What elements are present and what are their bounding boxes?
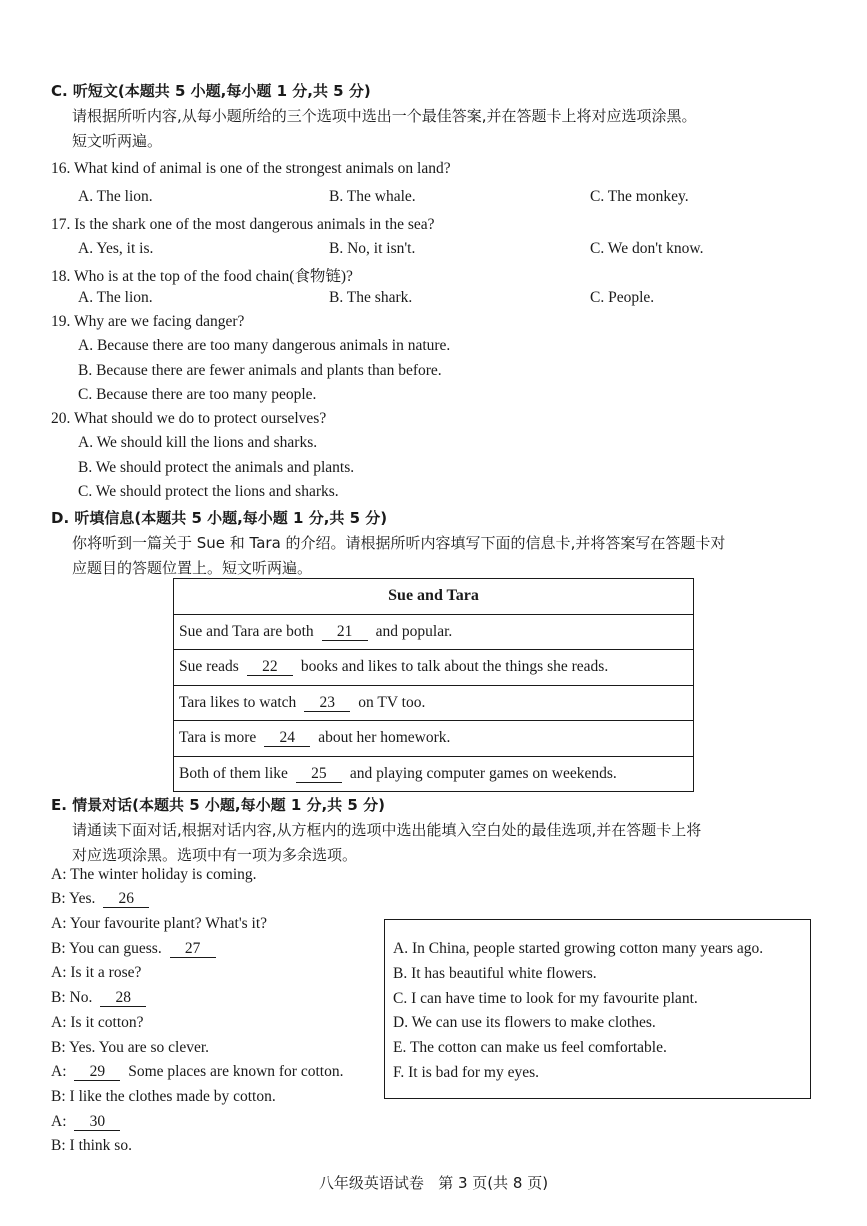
speaker-label: B:: [51, 1137, 66, 1154]
question-17-stem: 17. Is the shark one of the most dangerous animals in the sea?: [51, 216, 435, 233]
row-text-after: and playing computer games on weekends.: [349, 764, 617, 782]
page-footer: 八年级英语试卷 第 3 页(共 8 页): [318, 1174, 549, 1192]
row-text-before: Both of them like: [179, 764, 288, 782]
speaker-label: A:: [51, 866, 67, 883]
question-16-option-a: A. The lion.: [78, 188, 153, 205]
option-f: F. It is bad for my eyes.: [393, 1064, 539, 1081]
dialogue-line: [51, 915, 267, 933]
dialogue-text: I like the clothes made by cotton.: [69, 1088, 276, 1105]
option-c: C. I can have time to look for my favourite plant.: [393, 990, 698, 1007]
speaker-label: A:: [51, 964, 67, 981]
row-text-after: on TV too.: [358, 693, 426, 711]
question-16-stem: 16. What kind of animal is one of the strongest animals on land?: [51, 160, 451, 177]
question-17-option-b: B. No, it isn't.: [329, 240, 416, 257]
question-16-option-c: C. The monkey.: [590, 188, 689, 205]
dialogue-line: [51, 866, 257, 884]
speaker-label: B:: [51, 890, 66, 907]
dialogue-text: The winter holiday is coming.: [70, 866, 257, 883]
question-19-option-c: C. Because there are too many people.: [78, 386, 317, 403]
dialogue-text: Your favourite plant? What's it?: [69, 915, 268, 932]
answer-blank-23[interactable]: 23: [304, 694, 350, 712]
dialogue-line: [51, 940, 220, 958]
question-20-stem: 20. What should we do to protect ourselves?: [51, 410, 327, 427]
section-e-heading: E. 情景对话(本题共 5 小题,每小题 1 分,共 5 分): [51, 796, 385, 814]
speaker-label: A:: [51, 1063, 67, 1080]
section-c-heading: C. 听短文(本题共 5 小题,每小题 1 分,共 5 分): [51, 82, 371, 100]
dialogue-line: [51, 1014, 144, 1032]
row-text-after: and popular.: [375, 622, 453, 640]
question-19-option-a: A. Because there are too many dangerous animals in nature.: [78, 337, 451, 354]
answer-blank-26[interactable]: 26: [103, 890, 149, 908]
dialogue-text: You can guess.: [68, 940, 162, 957]
question-20-option-b: B. We should protect the animals and plants.: [78, 459, 355, 476]
question-16-option-b: B. The whale.: [329, 188, 416, 205]
section-d-heading: D. 听填信息(本题共 5 小题,每小题 1 分,共 5 分): [51, 509, 388, 527]
answer-blank-24[interactable]: 24: [264, 729, 310, 747]
answer-blank-22[interactable]: 22: [247, 658, 293, 676]
answer-blank-25[interactable]: 25: [296, 765, 342, 783]
option-b: B. It has beautiful white flowers.: [393, 965, 597, 982]
dialogue-text: No.: [69, 989, 93, 1006]
info-card-row: [174, 756, 693, 792]
dialogue-line: [51, 1113, 124, 1131]
speaker-label: B:: [51, 1039, 66, 1056]
question-20-option-c: C. We should protect the lions and sharks.: [78, 483, 339, 500]
row-text-after: about her homework.: [318, 729, 451, 747]
answer-blank-29[interactable]: 29: [74, 1063, 120, 1081]
dialogue-text: Some places are known for cotton.: [128, 1063, 344, 1080]
row-text-before: Tara likes to watch: [179, 693, 297, 711]
dialogue-text: Yes.: [68, 890, 96, 907]
question-17-option-a: A. Yes, it is.: [78, 240, 154, 257]
section-c-instruction-cont: 短文听两遍。: [72, 132, 163, 150]
question-18-option-a: A. The lion.: [78, 289, 153, 306]
dialogue-text: Is it cotton?: [70, 1014, 144, 1031]
question-18-option-c: C. People.: [590, 289, 655, 306]
dialogue-text: I think so.: [69, 1137, 132, 1154]
dialogue-text: Yes. You are so clever.: [68, 1039, 210, 1056]
question-19-stem: 19. Why are we facing danger?: [51, 313, 245, 330]
section-e-instruction-cont: 对应选项涂黑。选项中有一项为多余选项。: [72, 846, 358, 864]
info-card-row: [174, 649, 693, 685]
speaker-label: A:: [51, 1113, 67, 1130]
info-card-row: [174, 685, 693, 721]
option-a: A. In China, people started growing cotton many years ago.: [393, 940, 764, 957]
speaker-label: B:: [51, 989, 66, 1006]
section-c-instruction: 请根据所听内容,从每小题所给的三个选项中选出一个最佳答案,并在答题卡上将对应选项涂黑。: [72, 107, 697, 125]
option-d: D. We can use its flowers to make clothes.: [393, 1014, 656, 1031]
dialogue-line: [51, 890, 153, 908]
row-text-after: books and likes to talk about the things she reads.: [300, 658, 609, 676]
info-card-row: [174, 720, 693, 756]
dialogue-line: [51, 989, 150, 1007]
dialogue-line: [51, 1088, 276, 1106]
info-card-title: Sue and Tara: [388, 587, 479, 605]
speaker-label: A:: [51, 1014, 67, 1031]
answer-blank-30[interactable]: 30: [74, 1113, 120, 1131]
speaker-label: A:: [51, 915, 67, 932]
question-20-option-a: A. We should kill the lions and sharks.: [78, 434, 318, 451]
dialogue-line: [51, 1063, 343, 1081]
section-e-instruction: 请通读下面对话,根据对话内容,从方框内的选项中选出能填入空白处的最佳选项,并在答题卡上将: [72, 821, 702, 839]
section-d-instruction-cont: 应题目的答题位置上。短文听两遍。: [72, 559, 313, 577]
question-18-stem: 18. Who is at the top of the food chain(食物链)?: [51, 268, 353, 285]
speaker-label: B:: [51, 1088, 66, 1105]
answer-blank-21[interactable]: 21: [322, 623, 368, 641]
section-d-instruction: 你将听到一篇关于 Sue 和 Tara 的介绍。请根据所听内容填写下面的信息卡,并将答案写在答题卡对: [72, 534, 726, 552]
speaker-label: B:: [51, 940, 66, 957]
dialogue-line: [51, 1039, 209, 1057]
info-card-table: [173, 578, 694, 792]
dialogue-text: Is it a rose?: [70, 964, 142, 981]
dialogue-line: [51, 964, 141, 982]
info-card-row: [174, 614, 693, 650]
row-text-before: Sue reads: [179, 658, 239, 676]
question-18-option-b: B. The shark.: [329, 289, 413, 306]
answer-blank-28[interactable]: 28: [100, 989, 146, 1007]
options-box: [384, 919, 811, 1099]
row-text-before: Tara is more: [179, 729, 257, 747]
question-17-option-c: C. We don't know.: [590, 240, 704, 257]
question-19-option-b: B. Because there are fewer animals and plants than before.: [78, 362, 442, 379]
answer-blank-27[interactable]: 27: [170, 940, 216, 958]
row-text-before: Sue and Tara are both: [179, 622, 314, 640]
dialogue-line: [51, 1137, 132, 1155]
option-e: E. The cotton can make us feel comfortable.: [393, 1039, 667, 1056]
